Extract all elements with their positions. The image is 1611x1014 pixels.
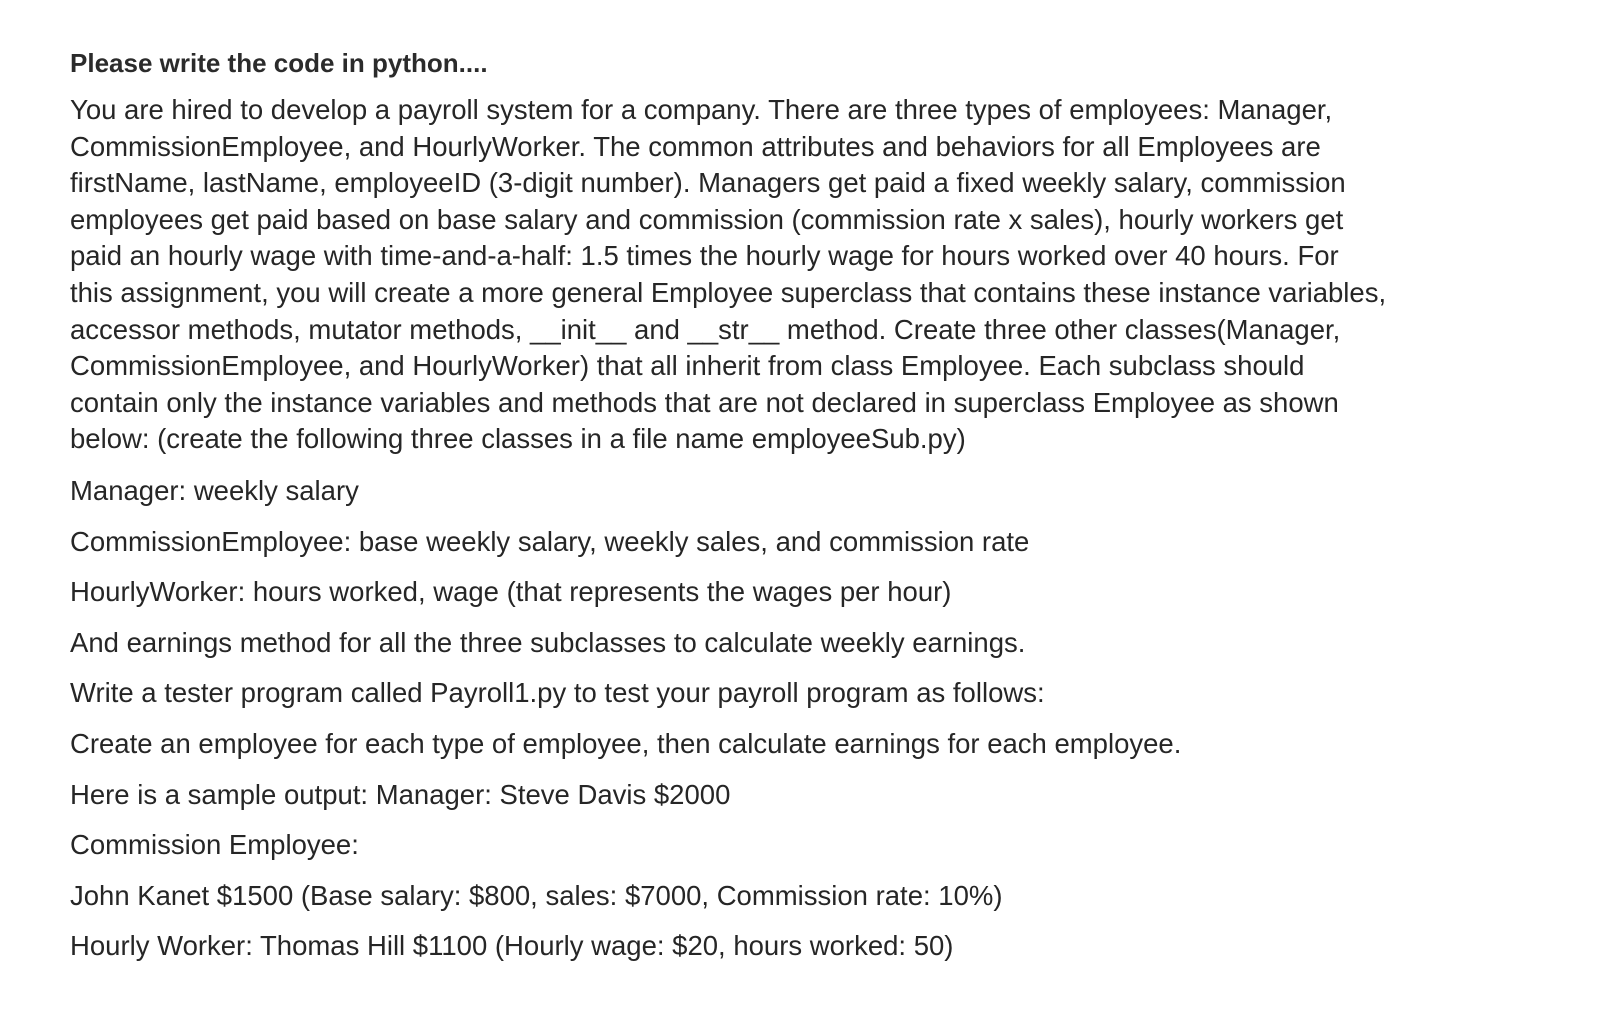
tester-program-note: Write a tester program called Payroll1.py to test your payroll program as follows: xyxy=(70,677,1045,709)
commission-employee-spec: CommissionEmployee: base weekly salary, weekly sales, and commission rate xyxy=(70,525,1030,557)
intro-paragraph xyxy=(70,92,1510,458)
earnings-method-note: And earnings method for all the three subclasses to calculate weekly earnings. xyxy=(70,626,1026,658)
intro-line: below: (create the following three classes in a file name employeeSub.py) xyxy=(70,423,966,455)
intro-line: You are hired to develop a payroll system for a company. There are three types of employees: Manager, xyxy=(70,94,1333,125)
intro-line: CommissionEmployee, and HourlyWorker) that all inherit from class Employee. Each subclass should xyxy=(70,350,1305,382)
intro-line: contain only the instance variables and methods that are not declared in superclass Employee as shown xyxy=(70,386,1339,418)
sample-output-hourly: Hourly Worker: Thomas Hill $1100 (Hourly wage: $20, hours worked: 50) xyxy=(70,930,954,962)
intro-line: employees get paid based on base salary and commission (commission rate x sales), hourly workers get xyxy=(70,203,1344,235)
intro-line: firstName, lastName, employeeID (3-digit number). Managers get paid a fixed weekly salary, commission xyxy=(70,167,1346,199)
intro-line: CommissionEmployee, and HourlyWorker. The common attributes and behaviors for all Employees are xyxy=(70,130,1321,162)
intro-line: accessor methods, mutator methods, __init__ and __str__ method. Create three other classes(Manager, xyxy=(70,313,1341,345)
hourly-worker-spec: HourlyWorker: hours worked, wage (that represents the wages per hour) xyxy=(70,576,952,608)
manager-spec: Manager: weekly salary xyxy=(70,474,359,506)
sample-output-commission: John Kanet $1500 (Base salary: $800, sales: $7000, Commission rate: 10%) xyxy=(70,879,1003,911)
document-body xyxy=(70,44,1510,979)
intro-line: paid an hourly wage with time-and-a-half: 1.5 times the hourly wage for hours worked over 40 hours. For xyxy=(70,240,1339,272)
intro-line: this assignment, you will create a more general Employee superclass that contains these instance variables, xyxy=(70,276,1387,308)
sample-output-manager: Here is a sample output: Manager: Steve Davis $2000 xyxy=(70,778,731,810)
heading: Please write the code in python.... xyxy=(70,48,488,78)
sample-output-commission-label: Commission Employee: xyxy=(70,829,359,861)
create-employees-note: Create an employee for each type of employee, then calculate earnings for each employee. xyxy=(70,727,1182,759)
